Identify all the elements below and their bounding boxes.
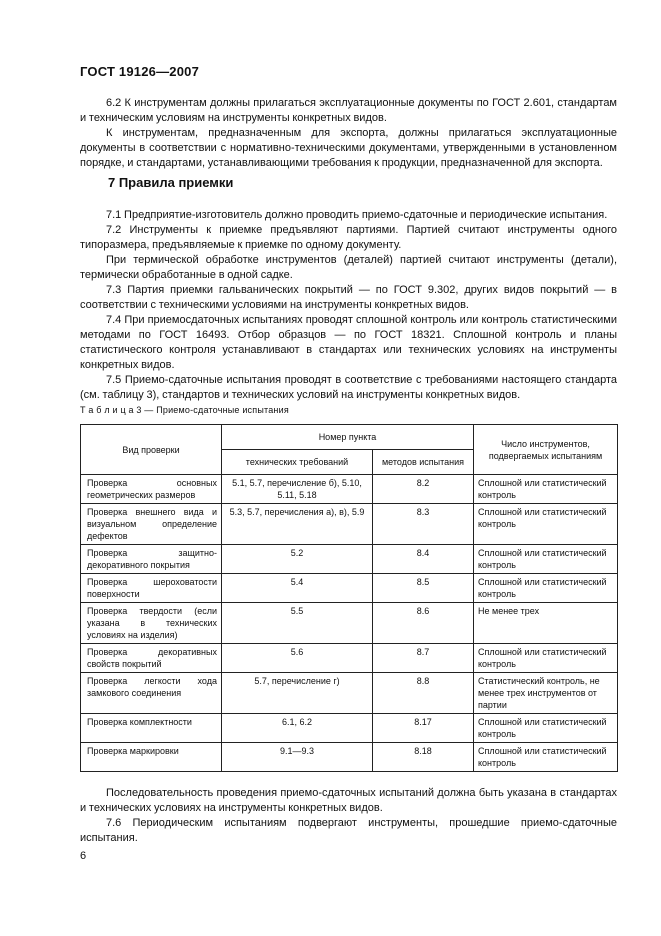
cell-req: 5.2 [222,545,373,574]
cell-kind: Проверка основных геометрических размеров [81,475,222,504]
cell-count: Сплошной или статистический контроль [474,714,618,743]
page-number: 6 [80,850,87,862]
cell-count: Сплошной или статистический контроль [474,743,618,772]
cell-count: Сплошной или статистический контроль [474,545,618,574]
cell-req: 6.1, 6.2 [222,714,373,743]
cell-method: 8.17 [373,714,474,743]
table-row [81,545,618,574]
section-7-body [80,208,617,403]
document-header: ГОСТ 19126—2007 [80,64,199,79]
clause-6-2 [80,96,617,171]
cell-count: Статистический контроль, не менее трех инструментов от партии [474,673,618,714]
cell-count: Сплошной или статистический контроль [474,475,618,504]
paragraph: 7.1 Предприятие-изготовитель должно проводить приемо-сдаточные и периодические испытания. [106,209,608,221]
cell-req: 5.7, перечисление г) [222,673,373,714]
paragraph: 6.2 К инструментам должны прилагаться эксплуатационные документы по ГОСТ 2.601, стандартам и техническим условиям на инструменты конкретных видов. [80,97,617,124]
section-title: 7 Правила приемки [108,175,234,190]
acceptance-tests-table [80,424,618,772]
table-row [81,504,618,545]
cell-method: 8.7 [373,644,474,673]
cell-req: 5.1, 5.7, перечисление б), 5.10, 5.11, 5.18 [222,475,373,504]
cell-method: 8.2 [373,475,474,504]
table-row [81,743,618,772]
cell-count: Сплошной или статистический контроль [474,644,618,673]
paragraph: 7.2 Инструменты к приемке предъявляют партиями. Партией считают инструменты одного типоразмера, предъявляемые к приемке по одному документу. [80,224,617,251]
cell-method: 8.8 [373,673,474,714]
paragraph: 7.6 Периодическим испытаниям подвергают инструменты, прошедшие приемо-сдаточные испытания. [80,817,617,844]
cell-kind: Проверка твердости (если указана в технических условиях на изделия) [81,603,222,644]
paragraph: 7.3 Партия приемки гальванических покрытий — по ГОСТ 9.302, других видов покрытий — в соответствии с техническими условиями на инструменты конкретных видов. [80,284,617,311]
cell-kind: Проверка внешнего вида и визуальном определение дефектов [81,504,222,545]
closing-clauses [80,786,617,846]
cell-method: 8.5 [373,574,474,603]
cell-req: 5.5 [222,603,373,644]
cell-kind: Проверка декоративных свойств покрытий [81,644,222,673]
table-row [81,673,618,714]
paragraph: К инструментам, предназначенным для экспорта, должны прилагаться эксплуатационные документы в соответствии с нормативно-техническими документами, утвержденными в установленном порядке, и стандартами, устанавливающими требования к продукции, предназначенной для экспорта. [80,127,617,169]
cell-method: 8.6 [373,603,474,644]
cell-req: 5.3, 5.7, перечисления а), в), 5.9 [222,504,373,545]
cell-method: 8.3 [373,504,474,545]
cell-kind: Проверка шероховатости поверхности [81,574,222,603]
cell-req: 9.1—9.3 [222,743,373,772]
cell-req: 5.6 [222,644,373,673]
table-row [81,644,618,673]
cell-req: 5.4 [222,574,373,603]
cell-kind: Проверка легкости хода замкового соединения [81,673,222,714]
header-clause-group: Номер пункта [222,425,474,450]
paragraph: 7.4 При приемосдаточных испытаниях проводят сплошной контроль или контроль статистическими методами по ГОСТ 16493. Отбор образцов — по ГОСТ 18321. Сплошной контроль и планы статистического контроля устанавливают в стандартах или технических условиях на инструменты конкретных видов. [80,314,617,371]
header-requirements: технических требований [222,450,373,475]
cell-kind: Проверка комплектности [81,714,222,743]
paragraph: При термической обработке инструментов (деталей) партией считают инструменты (детали), термически обработанные в одной садке. [80,254,617,281]
table-row [81,475,618,504]
cell-kind: Проверка защитно-декоративного покрытия [81,545,222,574]
table-caption: Т а б л и ц а 3 — Приемо-сдаточные испытания [80,405,289,415]
cell-count: Не менее трех [474,603,618,644]
table-row [81,574,618,603]
paragraph: Последовательность проведения приемо-сдаточных испытаний должна быть указана в стандартах и технических условиях на инструменты конкретных видов. [80,787,617,814]
table-row [81,714,618,743]
cell-method: 8.4 [373,545,474,574]
cell-kind: Проверка маркировки [81,743,222,772]
header-methods: методов испытания [373,450,474,475]
cell-count: Сплошной или статистический контроль [474,574,618,603]
paragraph: 7.5 Приемо-сдаточные испытания проводят в соответствие с требованиями настоящего стандарта (см. таблицу 3), стандартов и технических условий на инструменты конкретных видов. [80,374,617,401]
table-row [81,603,618,644]
header-kind: Вид проверки [81,425,222,475]
header-count: Число инструментов, подвергаемых испытаниям [474,425,618,475]
cell-count: Сплошной или статистический контроль [474,504,618,545]
cell-method: 8.18 [373,743,474,772]
